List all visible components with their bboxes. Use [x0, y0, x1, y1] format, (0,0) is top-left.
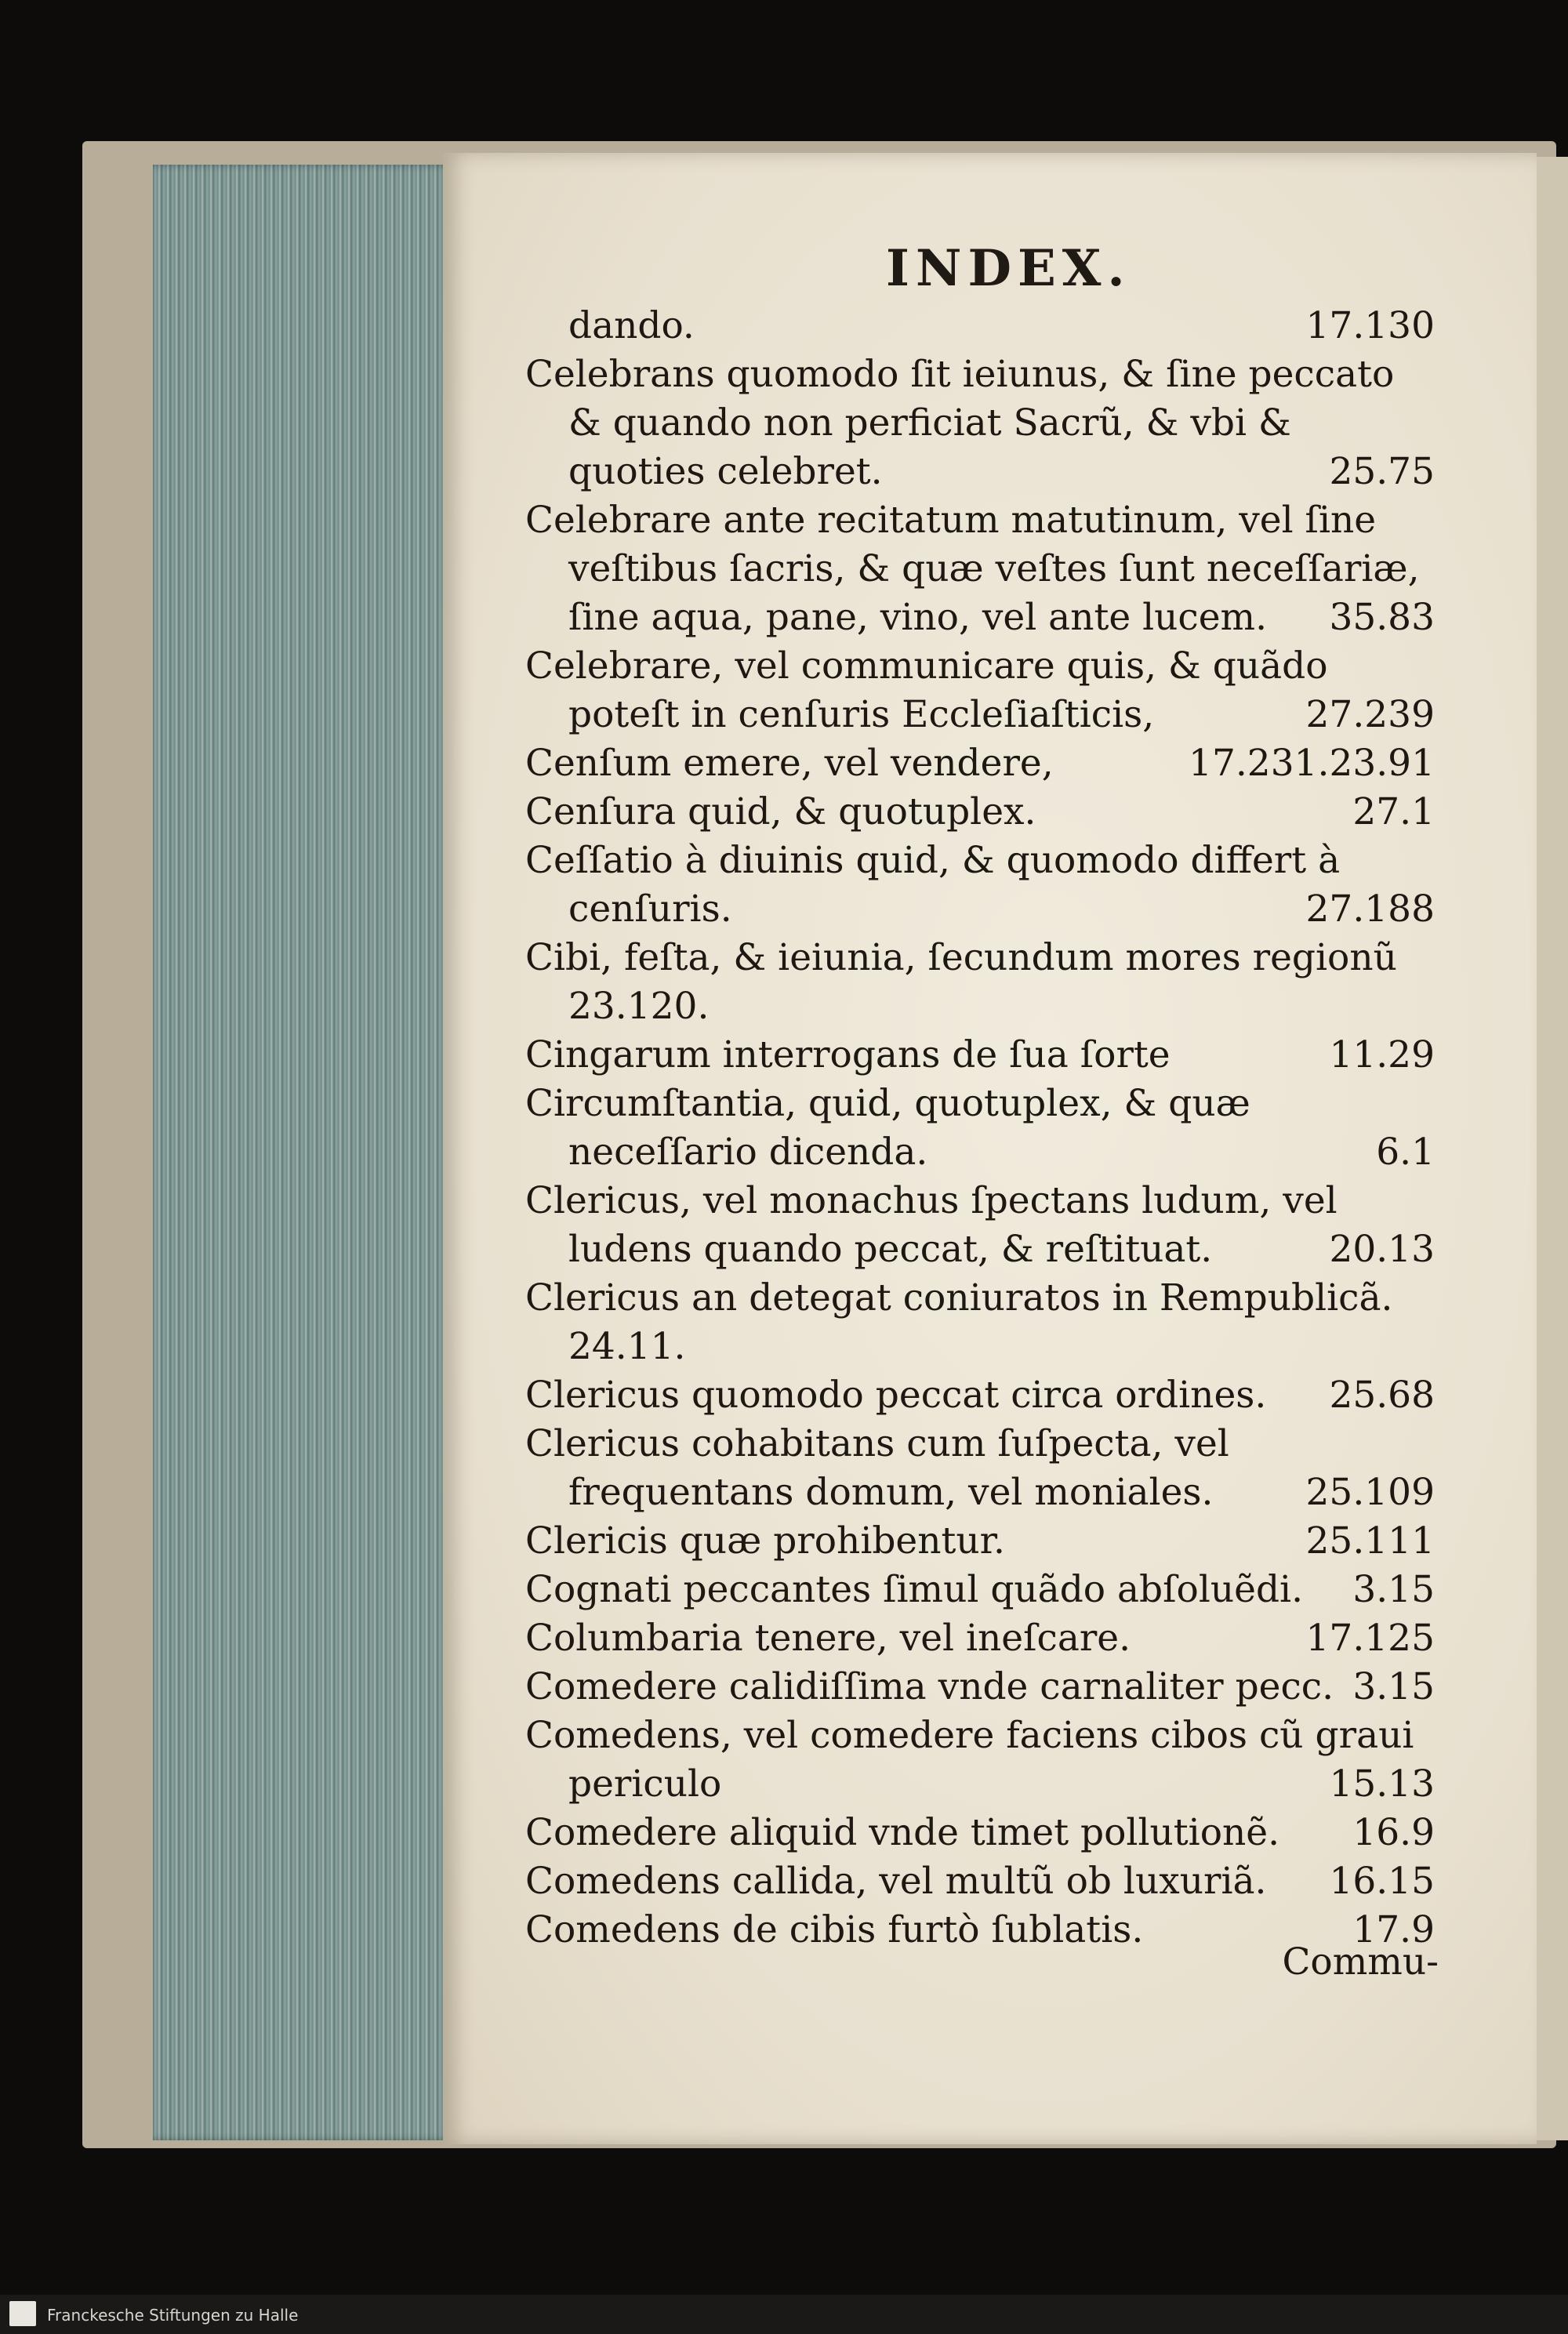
- footer-institution: Franckesche Stiftungen zu Halle: [47, 2306, 299, 2325]
- index-entry: [525, 1566, 1435, 1614]
- index-entries: [525, 302, 1435, 1955]
- catchword: Commu-: [1282, 1940, 1439, 1984]
- index-entry: [525, 1614, 1435, 1663]
- entry-ref: 25.75: [1329, 450, 1435, 493]
- entry-text: Cenſura quid, & quotuplex.: [525, 790, 1036, 833]
- entry-ref: 16.15: [1329, 1860, 1435, 1903]
- index-entry: [525, 837, 1435, 934]
- entry-text: Columbaria tenere, vel ineſcare.: [525, 1617, 1131, 1660]
- index-entry: [525, 302, 1435, 350]
- entry-ref: 17.231.23.91: [1189, 742, 1435, 785]
- page-right-edge: [1537, 157, 1568, 2140]
- page-header: INDEX.: [886, 239, 1131, 298]
- entry-ref: 3.15: [1352, 1568, 1435, 1611]
- entry-ref: 25.111: [1305, 1519, 1435, 1563]
- entry-text: Comedere aliquid vnde timet pollutionẽ.: [525, 1811, 1280, 1854]
- index-entry: [525, 1517, 1435, 1566]
- index-entry: [525, 1711, 1435, 1809]
- index-entry: [525, 1031, 1435, 1080]
- entry-ref: 15.13: [1329, 1762, 1435, 1806]
- index-entry: [525, 739, 1435, 788]
- entry-text: Clericus an detegat coniuratos in Rempublicã. 24.11.: [525, 1276, 1393, 1368]
- footer-bar: [0, 2295, 1568, 2334]
- entry-text: Comedens de cibis furtò ſublatis.: [525, 1908, 1144, 1951]
- index-entry: [525, 642, 1435, 739]
- entry-text: Comedens, vel comedere faciens cibos cũ graui periculo: [525, 1714, 1414, 1806]
- entry-text: Celebrare, vel communicare quis, & quãdo poteſt in cenſuris Eccleſiaſticis,: [525, 644, 1328, 736]
- entry-text: Comedens callida, vel multũ ob luxuriã.: [525, 1860, 1267, 1903]
- entry-text: Cibi, feſta, & ieiunia, ſecundum mores regionũ 23.120.: [525, 936, 1397, 1028]
- entry-ref: 27.188: [1305, 888, 1435, 931]
- entry-ref: 25.68: [1329, 1374, 1435, 1417]
- index-entry: [525, 934, 1435, 1031]
- entry-ref: 17.9: [1352, 1908, 1435, 1951]
- entry-text: Celebrare ante recitatum matutinum, vel ſine veſtibus ſacris, & quæ veſtes ſunt neceſſariæ, ſine aqua, pane, vino, vel ante lucem.: [525, 499, 1420, 639]
- entry-ref: 27.239: [1305, 693, 1435, 736]
- entry-ref: 3.15: [1352, 1665, 1435, 1708]
- entry-ref: 35.83: [1329, 596, 1435, 639]
- entry-text: Ceſſatio à diuinis quid, & quomodo differt à cenſuris.: [525, 839, 1341, 931]
- index-entry: [525, 350, 1435, 496]
- entry-ref: 6.1: [1376, 1131, 1435, 1174]
- entry-text: Celebrans quomodo ſit ieiunus, & ſine peccato & quando non perficiat Sacrũ, & vbi & quoties celebret.: [525, 353, 1395, 493]
- entry-ref: 20.13: [1329, 1228, 1435, 1271]
- entry-ref: 17.130: [1305, 304, 1435, 347]
- index-entry: [525, 1857, 1435, 1906]
- entry-ref: 25.109: [1305, 1471, 1435, 1514]
- index-entry: [525, 1809, 1435, 1857]
- entry-text: Clericus quomodo peccat circa ordines.: [525, 1374, 1267, 1417]
- index-entry: [525, 1274, 1435, 1371]
- entry-text: Comedere calidiſſima vnde carnaliter pecc.: [525, 1665, 1334, 1708]
- index-entry: [525, 1371, 1435, 1420]
- index-entry: [525, 1420, 1435, 1517]
- index-entry: [525, 1080, 1435, 1177]
- index-entry: [525, 788, 1435, 837]
- entry-ref: 27.1: [1352, 790, 1435, 833]
- entry-text: Clericis quæ prohibentur.: [525, 1519, 1005, 1563]
- entry-text: Clericus cohabitans cum ſuſpecta, vel frequentans domum, vel moniales.: [525, 1422, 1229, 1514]
- entry-text: Cenſum emere, vel vendere,: [525, 742, 1054, 785]
- entry-ref: 11.29: [1329, 1033, 1435, 1076]
- entry-text: Cognati peccantes ſimul quãdo abſoluẽdi.: [525, 1568, 1304, 1611]
- index-entry: [525, 496, 1435, 642]
- index-entry: [525, 1663, 1435, 1711]
- page-edges: [153, 165, 466, 2140]
- entry-ref: 16.9: [1352, 1811, 1435, 1854]
- index-entry: [525, 1177, 1435, 1274]
- entry-text: Clericus, vel monachus ſpectans ludum, vel ludens quando peccat, & reſtituat.: [525, 1179, 1338, 1271]
- institution-logo-icon: [9, 2301, 36, 2326]
- entry-text: Circumſtantia, quid, quotuplex, & quæ neceſſario dicenda.: [525, 1082, 1250, 1174]
- entry-text: dando.: [568, 304, 695, 347]
- entry-ref: 17.125: [1305, 1617, 1435, 1660]
- entry-text: Cingarum interrogans de ſua ſorte: [525, 1033, 1171, 1076]
